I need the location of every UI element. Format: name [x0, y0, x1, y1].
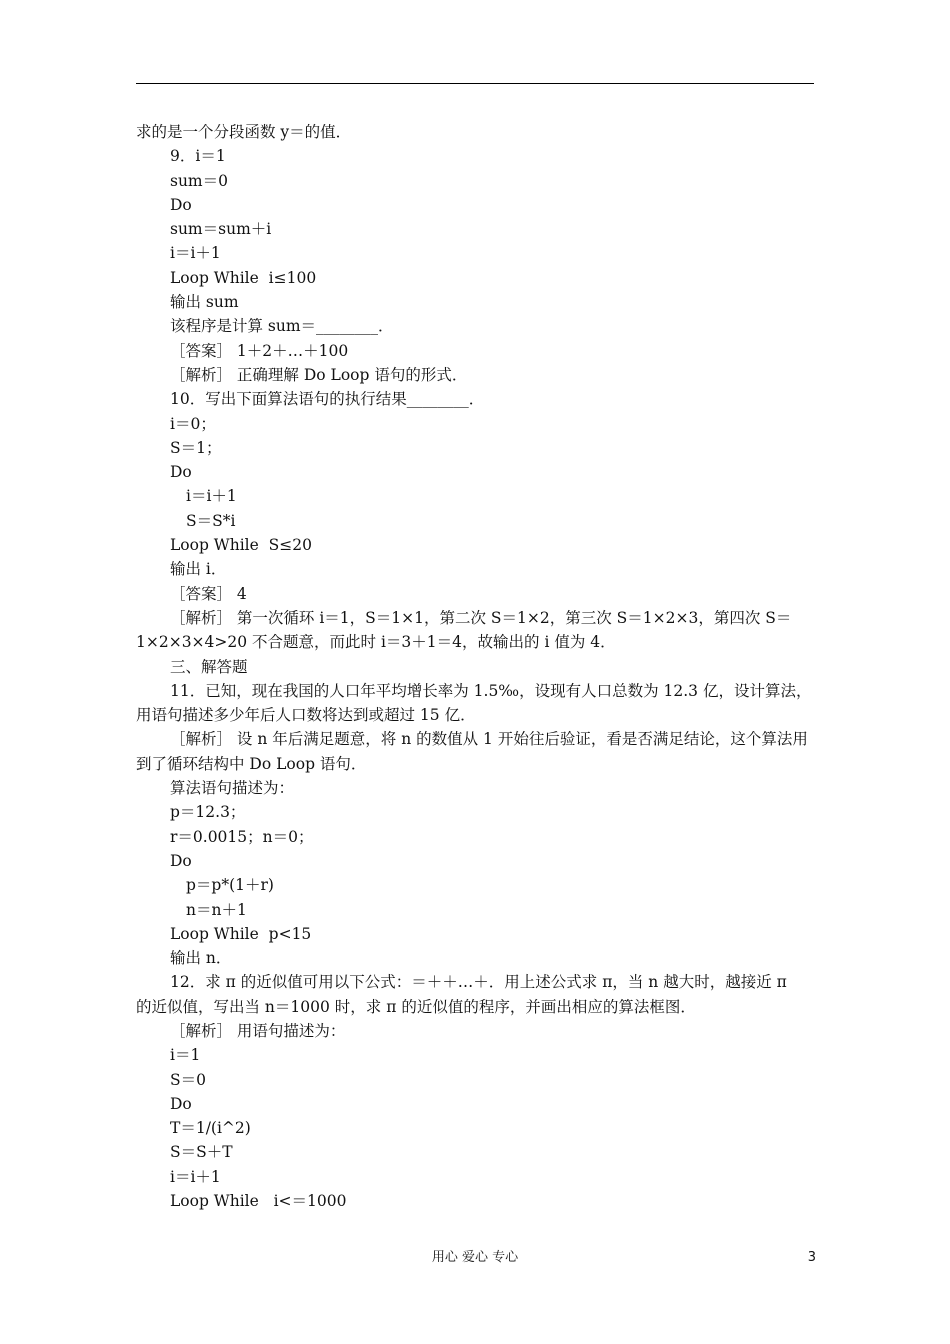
text-line: Do	[170, 463, 192, 482]
text-line: 的近似值，写出当 n＝1000 时，求 π 的近似值的程序，并画出相应的算法框图．	[136, 997, 696, 1016]
text-line: ［答案］ 1＋2＋…＋100	[170, 341, 349, 360]
header-rule	[136, 83, 814, 84]
page-footer	[0, 1247, 950, 1269]
text-line: Loop While S≤20	[170, 536, 312, 555]
text-line: ［解析］ 用语句描述为：	[170, 1021, 346, 1040]
text-line: n＝n＋1	[186, 900, 247, 919]
text-line: 1×2×3×4>20 不合题意，而此时 i＝3＋1＝4，故输出的 i 值为 4．	[136, 633, 616, 652]
text-line: i＝i＋1	[186, 487, 237, 506]
text-line: Loop While p<15	[170, 924, 312, 943]
text-line: ［解析］ 正确理解 Do Loop 语句的形式．	[170, 365, 468, 384]
text-line: 输出 i．	[170, 560, 227, 579]
text-line: p＝p*(1＋r)	[186, 876, 274, 895]
text-line: S＝S*i	[186, 511, 236, 530]
text-line: sum＝0	[170, 171, 228, 190]
text-line: 该程序是计算 sum＝________．	[170, 317, 394, 336]
text-line: i＝i＋1	[170, 244, 221, 263]
text-line: ［解析］ 第一次循环 i＝1，S＝1×1，第二次 S＝1×2，第三次 S＝1×2×3，第四次 S＝	[170, 608, 792, 627]
text-line: r＝0.0015；n＝0；	[170, 827, 314, 846]
page-number: 3	[807, 1250, 816, 1265]
text-line: 9．i＝1	[170, 147, 226, 166]
text-line: Do	[170, 851, 192, 870]
text-line: S＝S＋T	[170, 1143, 233, 1162]
text-line: 算法语句描述为：	[170, 779, 295, 798]
text-line: S＝0	[170, 1070, 206, 1089]
text-line: ［答案］ 4	[170, 584, 247, 603]
text-line: 用语句描述多少年后人口数将达到或超过 15 亿．	[136, 706, 476, 725]
text-line: i＝0；	[170, 414, 216, 433]
text-line: Loop While i<＝1000	[170, 1192, 347, 1211]
text-line: 输出 sum	[170, 293, 239, 312]
text-line: 10．写出下面算法语句的执行结果________．	[170, 390, 485, 409]
text-line: 输出 n．	[170, 949, 232, 968]
text-line: 三、解答题	[170, 657, 248, 676]
text-line: i＝1	[170, 1046, 201, 1065]
text-line: 12．求 π 的近似值可用以下公式：＝＋＋…＋．用上述公式求 π，当 n 越大时，越接近 π	[170, 973, 787, 992]
text-line: Do	[170, 1094, 192, 1113]
text-line: i＝i＋1	[170, 1167, 221, 1186]
footer-motto: 用心 爱心 专心	[431, 1250, 519, 1265]
text-line: S＝1；	[170, 438, 222, 457]
text-line: 求的是一个分段函数 y＝的值．	[136, 123, 352, 141]
text-line: 到了循环结构中 Do Loop 语句．	[136, 754, 367, 773]
text-line: Loop While i≤100	[170, 268, 317, 287]
text-line: sum＝sum＋i	[170, 220, 272, 239]
text-line: 11．已知，现在我国的人口年平均增长率为 1.5‰，设现有人口总数为 12.3 亿，设计算法，	[170, 681, 812, 700]
text-line: p＝12.3；	[170, 803, 246, 822]
text-line: T＝1/(i^2)	[170, 1119, 251, 1138]
document-body	[136, 120, 814, 1213]
text-line: ［解析］ 设 n 年后满足题意，将 n 的数值从 1 开始往后验证，看是否满足结论，这个算法用	[170, 730, 808, 749]
text-line: Do	[170, 195, 192, 214]
